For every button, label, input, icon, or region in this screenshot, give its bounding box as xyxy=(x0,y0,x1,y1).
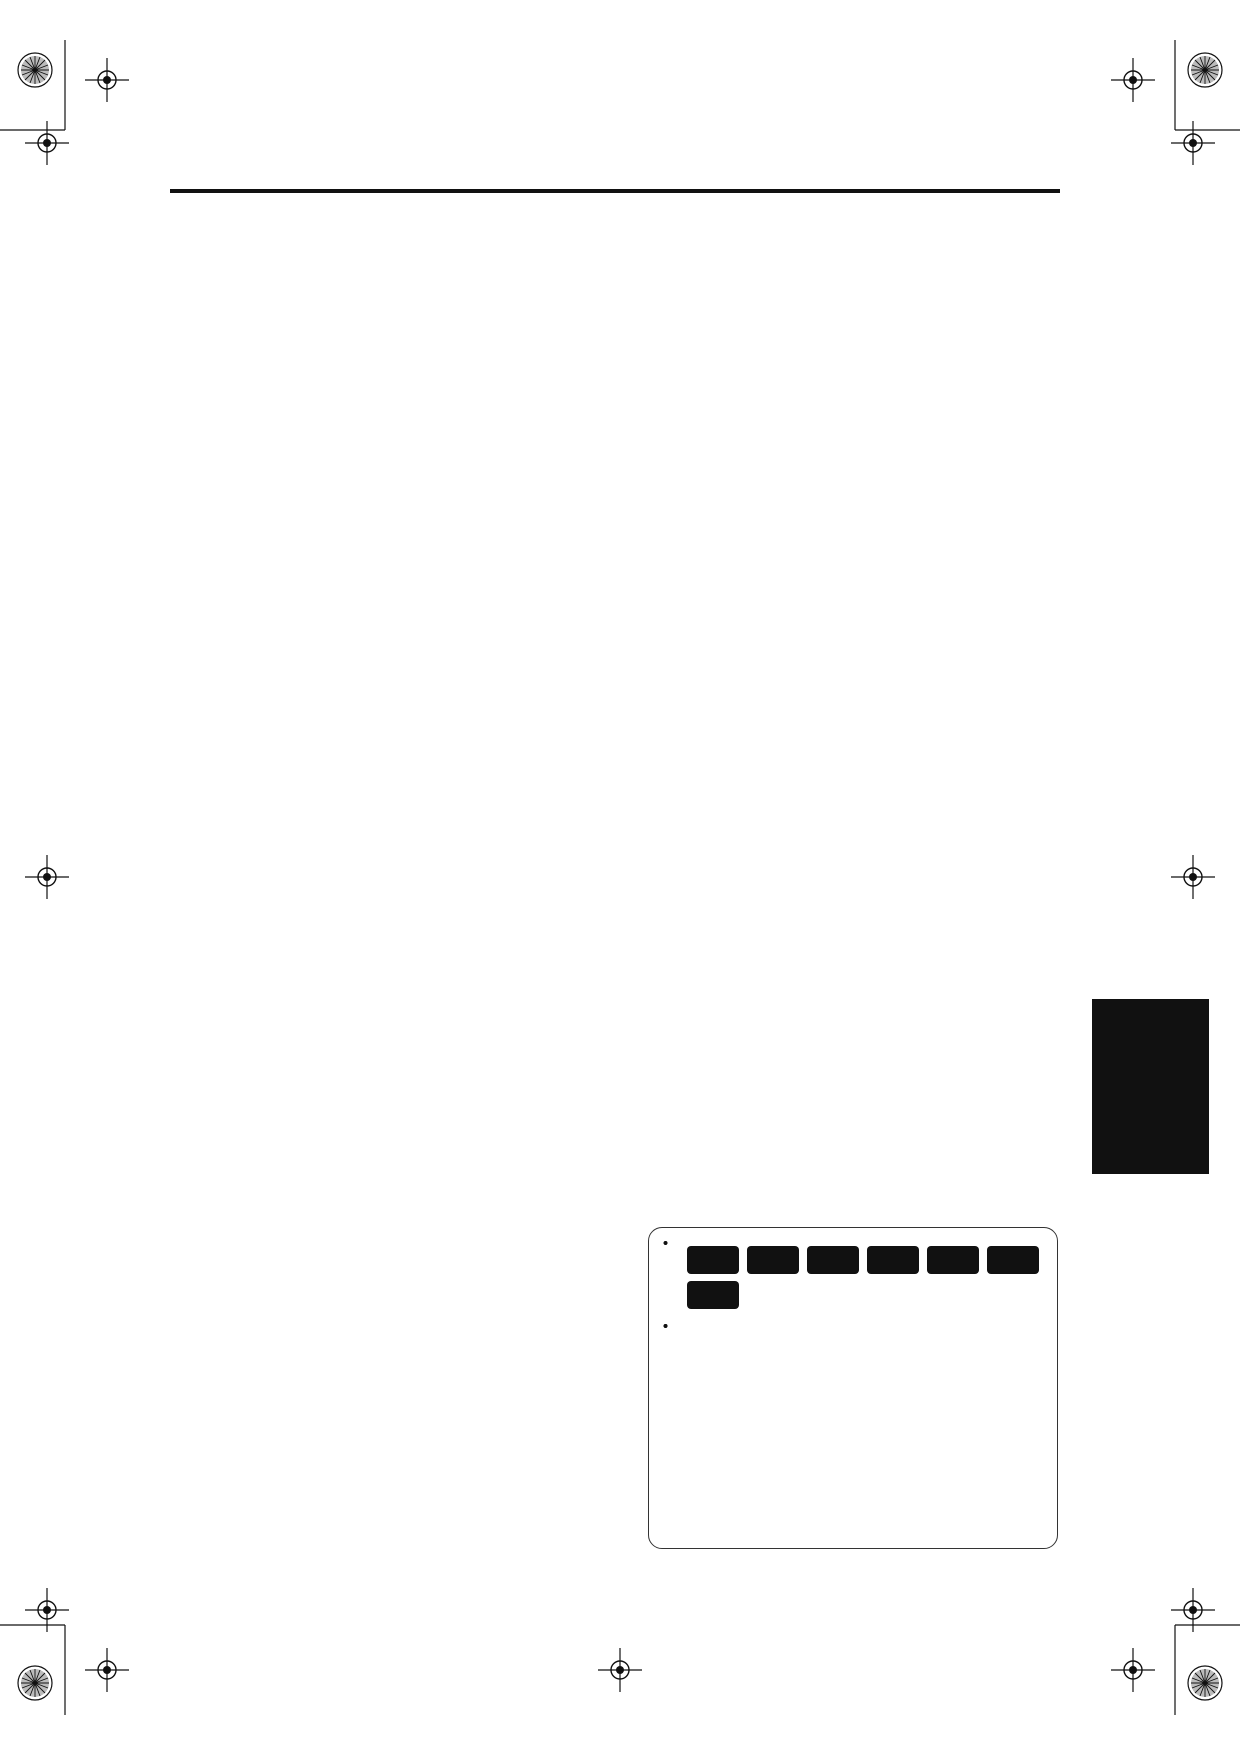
dvd-audio-icon xyxy=(747,1246,799,1274)
crosshair xyxy=(1111,1648,1155,1692)
cd-icon xyxy=(927,1246,979,1274)
mp3-wma-icon xyxy=(987,1246,1039,1274)
crosshair xyxy=(25,855,69,899)
disc-type-badges xyxy=(649,1236,1057,1319)
crosshair xyxy=(1111,58,1155,102)
crosshair xyxy=(598,1648,642,1692)
crosshair xyxy=(25,121,69,165)
crosshair xyxy=(1171,121,1215,165)
rosette-top-left xyxy=(18,53,52,87)
how-to-read-box xyxy=(648,1227,1058,1549)
rosette-bottom-left xyxy=(18,1666,52,1700)
svcd-icon xyxy=(867,1246,919,1274)
crosshair xyxy=(85,1648,129,1692)
language-tab xyxy=(1092,999,1209,1174)
rosette-bottom-right xyxy=(1188,1666,1222,1700)
crosshair xyxy=(1171,855,1215,899)
vcd-icon xyxy=(807,1246,859,1274)
title-rule xyxy=(170,189,1060,193)
dvd-video-icon xyxy=(687,1246,739,1274)
rosette-top-right xyxy=(1188,53,1222,87)
crosshair xyxy=(85,58,129,102)
jpeg-icon xyxy=(687,1281,739,1309)
